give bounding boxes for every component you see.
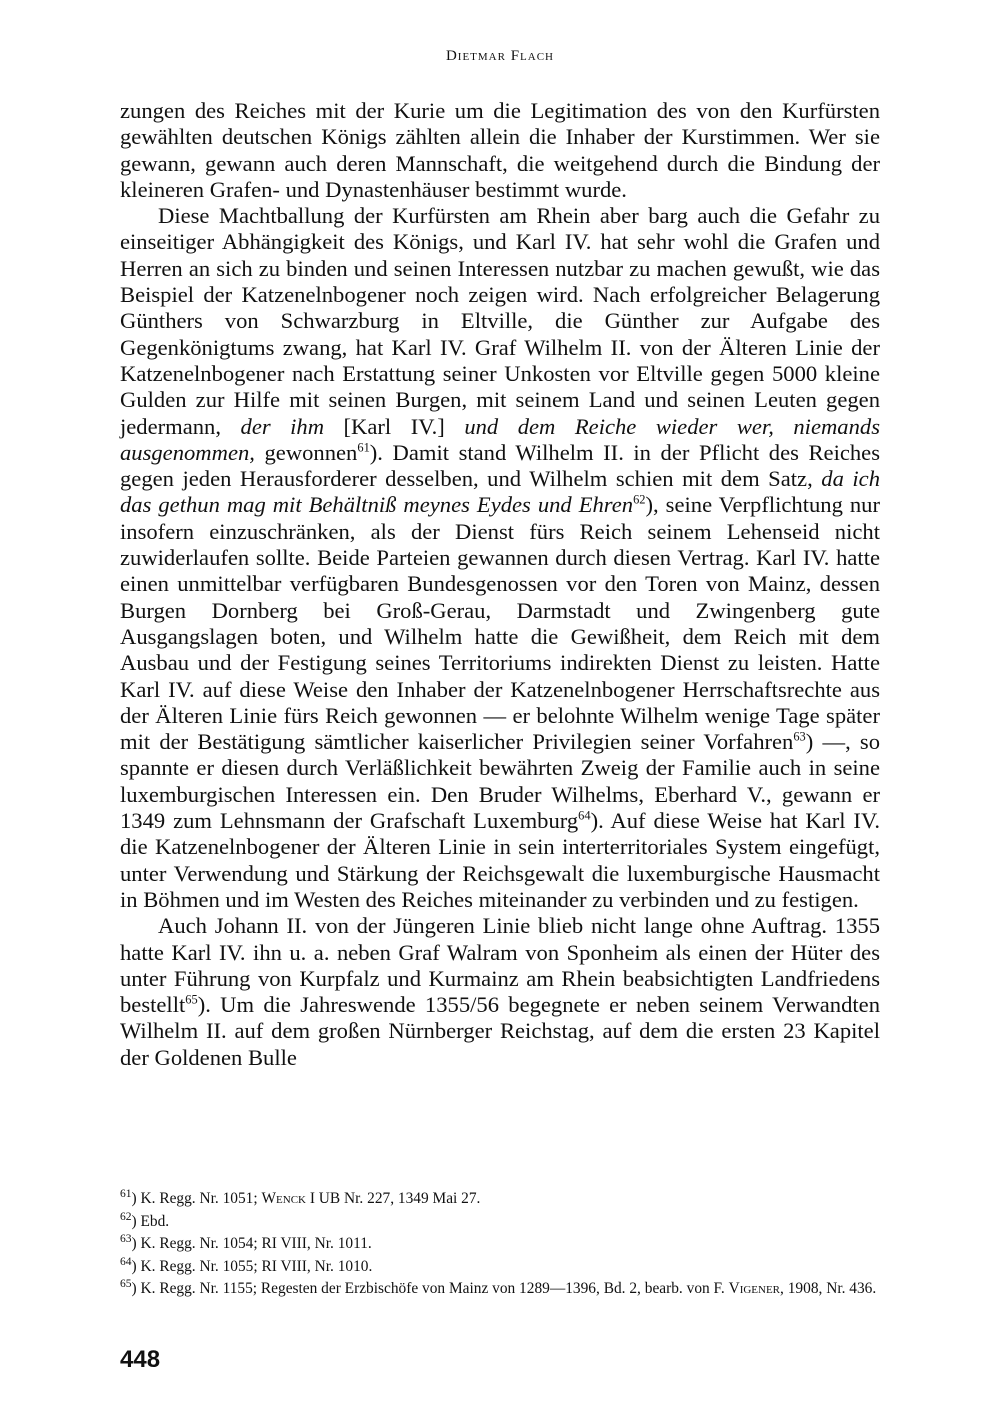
text-run: ). Damit stand Wilhelm II. in der Pflicht des Reiches gegen jeden Herausforderer desselben, und Wilhelm schien mit dem Satz, — [120, 439, 880, 492]
paragraph — [120, 98, 880, 203]
text-run: ) K. Regg. Nr. 1055; RI VIII, Nr. 1010. — [131, 1257, 373, 1275]
footnote-text — [120, 1211, 880, 1234]
text-run: zungen des Reiches mit der Kurie um die Legitimation des von den Kurfürsten gewählten deutschen Königs zählten allein die Inhaber der Kurstimmen. Wer sie gewann, gewann auch deren Mannschaft, die weitgehend durch die Bindung der kleineren Grafen- und Dynastenhäuser bestimmt wurde. — [120, 98, 880, 202]
footnote-ref: 64 — [578, 808, 591, 823]
main-text — [120, 98, 880, 1071]
text-run: ), seine Verpflichtung nur insofern einzuschränken, als der Dienst fürs Reich seinem Lehenseid nicht zuwiderlaufen sollte. Beide Parteien gewannen durch diesen Vertrag. Karl IV. hatte einen unmittelbar verfügbaren Bundesgenossen vor den Toren von Mainz, dessen Burgen Dornberg bei Groß-Gerau, Darmstadt und Zwingenberg gute Ausgangslagen boten, und Wilhelm hatte die Gewißheit, dem Reich mit dem Ausbau und der Festigung seines Territoriums indirekten Dienst zu leisten. Hatte Karl IV. auf diese Weise den Inhaber der Katzenelnbogener Herrschaftsrechte aus der Älteren Linie fürs Reich gewonnen — er belohnte Wilhelm wenige Tage später mit der Bestätigung sämtlicher kaiserlicher Privilegien seiner Vorfahren — [120, 492, 881, 755]
text-run: I UB Nr. 227, 1349 Mai 27. — [305, 1190, 481, 1207]
author-name: Vigener — [728, 1280, 781, 1297]
footnote — [120, 1277, 880, 1301]
quotation: da ich das gethun mag mit Behältniß meynes Eydes und Ehren — [120, 466, 880, 518]
footnote — [120, 1187, 880, 1211]
footnote-ref: 63 — [793, 729, 806, 744]
footnote-text — [120, 1188, 880, 1211]
footnote — [120, 1210, 880, 1234]
text-run: , 1908, Nr. 436. — [780, 1280, 877, 1297]
footnote-number: 61 — [120, 1187, 132, 1200]
footnote-number: 65 — [120, 1277, 132, 1290]
text-run: gewonnen — [254, 439, 358, 465]
footnote-ref: 65 — [185, 992, 198, 1007]
quotation: der ihm — [240, 413, 325, 439]
text-run: ) K. Regg. Nr. 1051; — [131, 1190, 262, 1207]
text-run: ) Ebd. — [131, 1212, 170, 1230]
paragraph — [120, 913, 880, 1071]
footnote — [120, 1255, 880, 1279]
footnote — [120, 1232, 880, 1256]
footnote-number: 64 — [120, 1255, 132, 1268]
text-run: ). Um die Jahreswende 1355/56 begegnete er neben seinem Verwandten Wilhelm II. auf dem großen Nürnberger Reichstag, auf dem die ersten 23 Kapitel der Goldenen Bulle — [120, 992, 880, 1070]
footnote-text — [120, 1233, 880, 1256]
paragraph — [120, 203, 880, 913]
text-run: Diese Machtballung der Kurfürsten am Rhein aber barg auch die Gefahr zu einseitiger Abhängigkeit des Königs, und Karl IV. hat sehr wohl die Grafen und Herren an sich zu binden und seinen Interessen nutzbar zu machen gewußt, wie das Beispiel der Katzenelnbogener noch zeigen wird. Nach erfolgreicher Belagerung Günthers von Schwarzburg in Eltville, die Günther zur Aufgabe des Gegenkönigtums zwang, hat Karl IV. Graf Wilhelm II. von der Älteren Linie der Katzenelnbogener nach Erstattung seiner Unkosten vor Eltville gegen 5000 kleine Gulden zur Hilfe mit seinen Burgen, mit seinem Land und seinen Leuten gegen jedermann, — [120, 203, 880, 439]
text-run: [Karl IV.] — [324, 413, 465, 439]
footnote-text — [120, 1256, 880, 1279]
text-run: ) K. Regg. Nr. 1054; RI VIII, Nr. 1011. — [131, 1235, 372, 1252]
author-name: Wenck — [261, 1190, 306, 1207]
page-number: 448 — [120, 1346, 161, 1373]
text-run: ). Auf diese Weise hat Karl IV. die Katzenelnbogener der Älteren Linie in sein interterritoriales System eingefügt, unter Verwendung und Stärkung der Reichsgewalt die luxemburgische Hausmacht in Böhmen und im Westen des Reiches miteinander zu verbinden und zu festigen. — [120, 808, 881, 912]
footnote-ref: 62 — [633, 492, 646, 507]
text-run: Auch Johann II. von der Jüngeren Linie blieb nicht lange ohne Auftrag. 1355 hatte Karl IV. ihn u. a. neben Graf Walram von Sponheim als einen der Hüter des unter Führung von Kurpfalz und Kurmainz am Rhein beabsichtigten Landfriedens bestellt — [120, 913, 880, 1018]
footnote-ref: 61 — [357, 440, 370, 455]
footnote-number: 63 — [120, 1232, 132, 1245]
footnote-number: 62 — [120, 1210, 132, 1223]
quotation: und dem Reiche wieder wer, niemands ausgenommen, — [120, 413, 880, 465]
footnotes — [120, 1188, 880, 1301]
footnote-text — [120, 1278, 880, 1301]
text-run: ) K. Regg. Nr. 1155; Regesten der Erzbischöfe von Mainz von 1289—1396, Bd. 2, bearb. von F. — [131, 1280, 729, 1297]
running-head: Dietmar Flach — [445, 48, 555, 64]
text-run: ) —, so spannte er diesen durch Verläßlichkeit bewährten Zweig der Familie auch in seine luxemburgischen Interessen ein. Den Bruder Wilhelms, Eberhard V., gewann er 1349 zum Lehnsmann der Grafschaft Luxemburg — [120, 729, 881, 834]
